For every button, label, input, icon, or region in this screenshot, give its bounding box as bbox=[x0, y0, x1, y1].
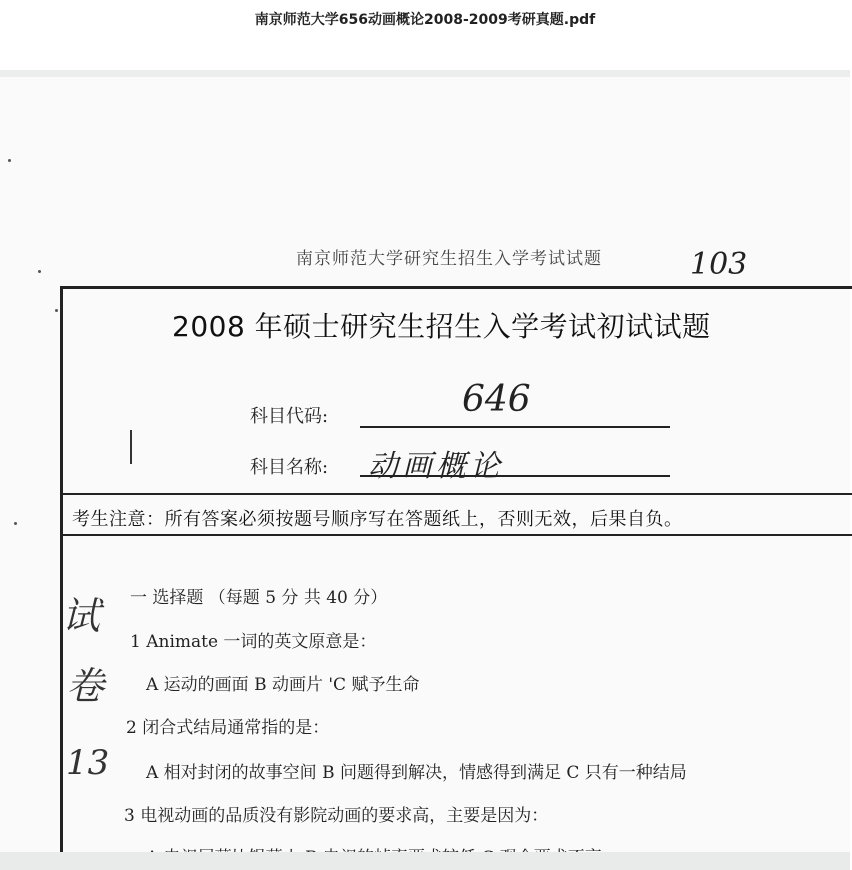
title-bar bbox=[0, 0, 850, 70]
pdf-viewer[interactable] bbox=[0, 77, 850, 852]
exam-notice: 考生注意：所有答案必须按题号顺序写在答题纸上，否则无效，后果自负。 bbox=[72, 509, 683, 530]
scan-speck bbox=[55, 309, 58, 312]
pdf-page bbox=[0, 77, 850, 852]
scan-speck bbox=[14, 522, 17, 525]
exam-header: 南京师范大学研究生招生入学考试试题 bbox=[296, 249, 602, 269]
page-number-handwriting: 103 bbox=[690, 247, 748, 282]
subject-code-underline bbox=[360, 426, 670, 428]
question-2: 2 闭合式结局通常指的是： bbox=[126, 718, 330, 738]
notice-top-border bbox=[62, 493, 852, 495]
subject-code-handwriting: 646 bbox=[462, 379, 531, 420]
subject-name-handwriting: 动画概论 bbox=[368, 449, 504, 484]
toolbar-separator bbox=[0, 70, 850, 77]
question-1-options: A 运动的画面 B 动画片 'C 赋予生命 bbox=[146, 675, 420, 695]
side-note-handwriting: 13 bbox=[66, 743, 110, 783]
document-title: 南京师范大学656动画概论2008-2009考研真题.pdf bbox=[254, 12, 596, 28]
side-note-handwriting: 卷 bbox=[66, 664, 105, 708]
frame-left-border bbox=[60, 286, 63, 856]
horizontal-scrollbar[interactable] bbox=[0, 852, 850, 870]
frame-top-border bbox=[62, 286, 852, 289]
subject-name-label: 科目名称: bbox=[250, 457, 329, 478]
question-2-options: A 相对封闭的故事空间 B 问题得到解决，情感得到满足 C 只有一种结局 bbox=[146, 763, 687, 783]
subject-code-label: 科目代码: bbox=[250, 406, 329, 427]
section-heading: 一 选择题 （每题 5 分 共 40 分） bbox=[130, 588, 388, 608]
scan-speck bbox=[38, 270, 41, 273]
question-3: 3 电视动画的品质没有影院动画的要求高，主要是因为： bbox=[124, 806, 549, 826]
scan-speck bbox=[8, 159, 11, 162]
notice-bottom-border bbox=[62, 534, 852, 536]
exam-title: 2008 年硕士研究生招生入学考试初试试题 bbox=[172, 310, 711, 343]
question-1: 1 Animate 一词的英文原意是： bbox=[130, 632, 377, 652]
side-note-handwriting: 试 bbox=[62, 594, 101, 638]
margin-mark bbox=[130, 430, 132, 464]
